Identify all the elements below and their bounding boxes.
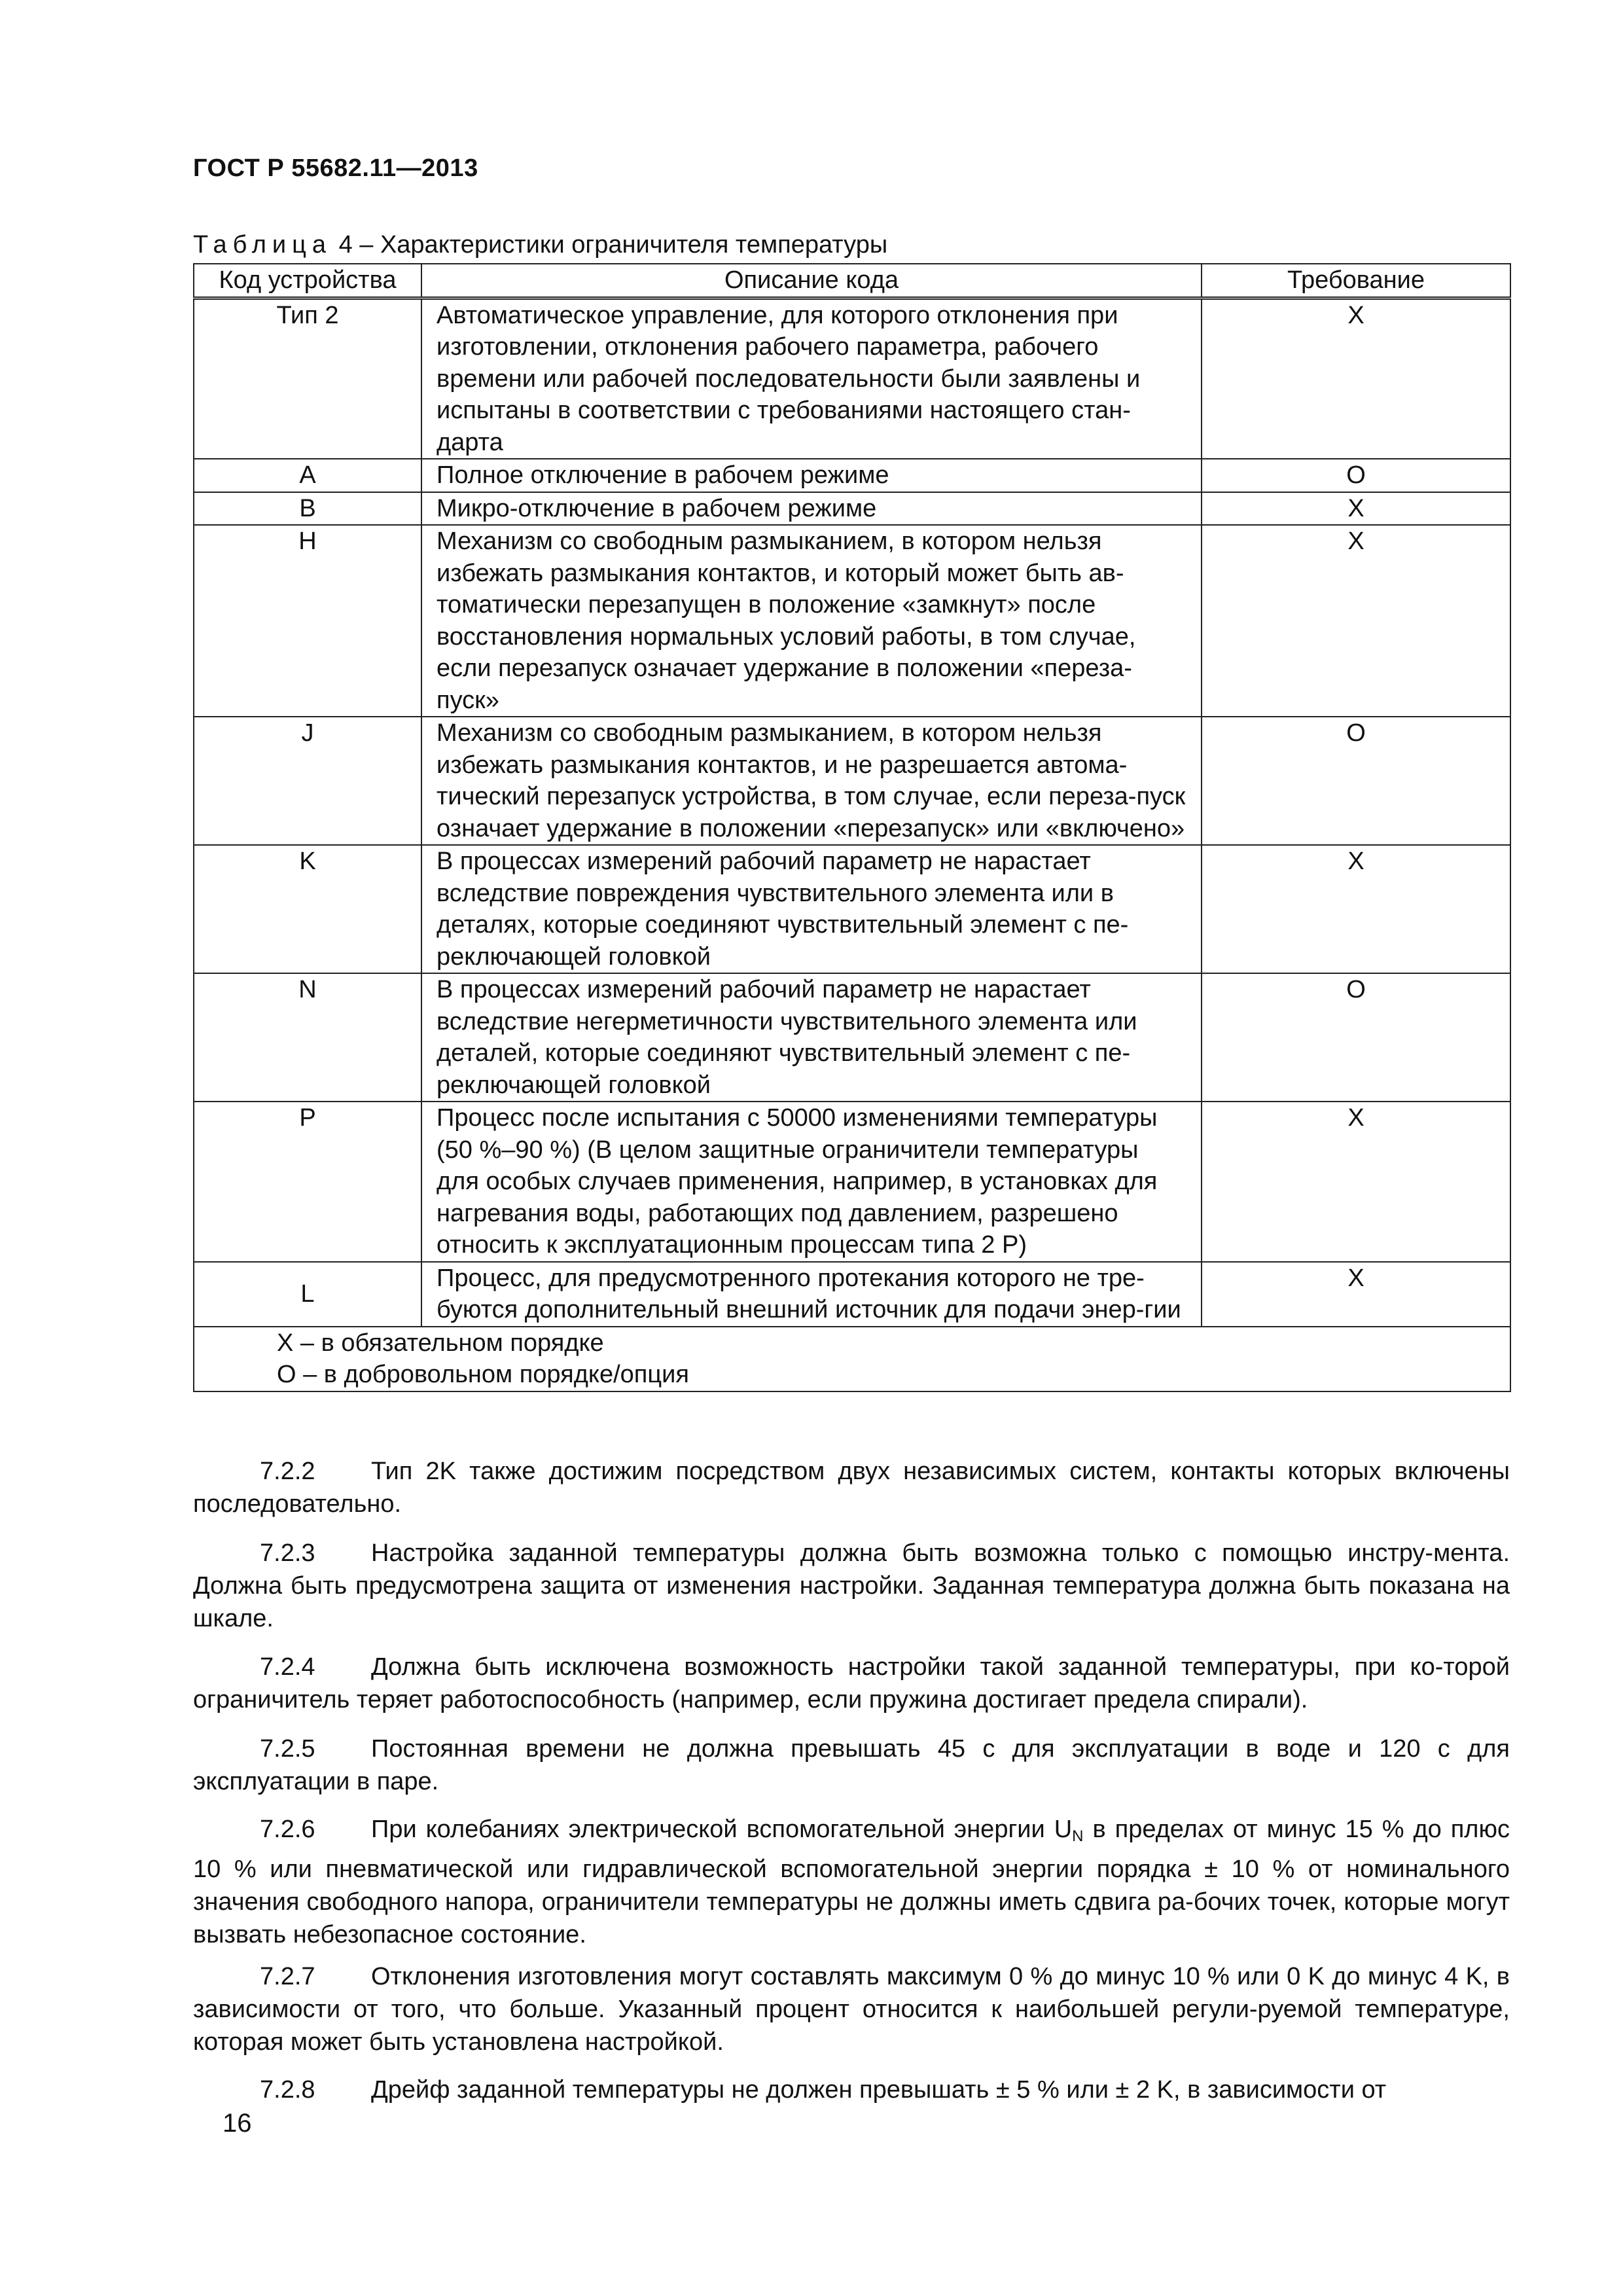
row-description: Микро-отключение в рабочем режиме bbox=[421, 492, 1202, 526]
table-row bbox=[194, 298, 1510, 459]
clause-text: Должна быть исключена возможность настройки такой заданной температуры, при ко-торой ограничитель теряет работоспособность (например, если пружина достигает предела спирали). bbox=[193, 1653, 1510, 1713]
clause-number: 7.2.3 bbox=[260, 1539, 315, 1567]
table-row bbox=[194, 717, 1510, 845]
row-code: P bbox=[194, 1102, 421, 1262]
row-code: L bbox=[194, 1262, 421, 1327]
row-code: H bbox=[194, 525, 421, 717]
row-requirement: X bbox=[1202, 492, 1510, 526]
paragraph-7-2-8 bbox=[193, 2073, 1510, 2106]
header-code: Код устройства bbox=[194, 264, 421, 298]
paragraph-7-2-6 bbox=[193, 1813, 1510, 1951]
note-mandatory: X – в обязательном порядке bbox=[277, 1329, 604, 1357]
clause-text-part: в пределах от минус 15 % до плюс 10 % или пневматической или гидравлической вспомогательной энергии порядка ± 10 % от номинального значения свободного напора, ограничители температуры не должны иметь сдвига ра-бочих точек, которые могут вызвать небезопасное состояние. bbox=[193, 1816, 1510, 1948]
characteristics-table bbox=[193, 263, 1511, 1392]
header-requirement: Требование bbox=[1202, 264, 1510, 298]
table-row bbox=[194, 492, 1510, 526]
row-requirement: X bbox=[1202, 1262, 1510, 1327]
table-row bbox=[194, 1262, 1510, 1327]
row-code: A bbox=[194, 459, 421, 492]
clause-text: Отклонения изготовления могут составлять максимум 0 % до минус 10 % или 0 K до минус 4 K, в зависимости от того, что больше. Указанный процент относится к наибольшей регули-руемой температуре, которая может быть установлена настройкой. bbox=[193, 1963, 1510, 2056]
clause-number: 7.2.4 bbox=[260, 1653, 315, 1681]
clause-text: Тип 2K также достижим посредством двух независимых систем, контакты которых включены последовательно. bbox=[193, 1458, 1510, 1518]
row-requirement: X bbox=[1202, 525, 1510, 717]
row-code: Тип 2 bbox=[194, 298, 421, 459]
table-caption-prefix: Таблица bbox=[193, 231, 332, 259]
row-description: Полное отключение в рабочем режиме bbox=[421, 459, 1202, 492]
row-requirement: O bbox=[1202, 973, 1510, 1102]
row-description: В процессах измерений рабочий параметр не нарастает вследствие негерметичности чувствительного элемента или деталей, которые соединяют чувствительный элемент с пе-реключающей головкой bbox=[421, 973, 1202, 1102]
clause-number: 7.2.8 bbox=[260, 2076, 315, 2104]
table-row bbox=[194, 1102, 1510, 1262]
paragraph-7-2-5 bbox=[193, 1732, 1510, 1798]
header-description: Описание кода bbox=[421, 264, 1202, 298]
row-code: J bbox=[194, 717, 421, 845]
row-requirement: O bbox=[1202, 717, 1510, 845]
clause-number: 7.2.6 bbox=[260, 1816, 315, 1843]
clause-text-part: При колебаниях электрической вспомогательной энергии U bbox=[371, 1816, 1073, 1843]
table-row bbox=[194, 973, 1510, 1102]
row-code: B bbox=[194, 492, 421, 526]
clause-number: 7.2.2 bbox=[260, 1458, 315, 1485]
clause-text: Постоянная времени не должна превышать 45 с для эксплуатации в воде и 120 с для эксплуатации в паре. bbox=[193, 1735, 1510, 1795]
table-row bbox=[194, 525, 1510, 717]
row-requirement: X bbox=[1202, 298, 1510, 459]
paragraph-7-2-2 bbox=[193, 1455, 1510, 1520]
row-requirement: O bbox=[1202, 459, 1510, 492]
note-optional: O – в добровольном порядке/опция bbox=[277, 1361, 689, 1388]
row-description: Механизм со свободным размыканием, в котором нельзя избежать размыкания контактов, и не разрешается автома-тический перезапуск устройства, в том случае, если переза-пуск означает удержание в положении «перезапуск» или «включено» bbox=[421, 717, 1202, 845]
clause-number: 7.2.7 bbox=[260, 1963, 315, 1990]
clause-text: Дрейф заданной температуры не должен превышать ± 5 % или ± 2 K, в зависимости от bbox=[371, 2076, 1387, 2104]
table-row bbox=[194, 459, 1510, 492]
table-caption-text: 4 – Характеристики ограничителя температуры bbox=[338, 231, 888, 259]
clause-text: Настройка заданной температуры должна быть возможна только с помощью инстру-мента. Должна быть предусмотрена защита от изменения настройки. Заданная температура должна быть показана на шкале. bbox=[193, 1539, 1510, 1632]
paragraph-7-2-3 bbox=[193, 1537, 1510, 1635]
paragraph-7-2-4 bbox=[193, 1651, 1510, 1716]
row-requirement: X bbox=[1202, 1102, 1510, 1262]
clause-number: 7.2.5 bbox=[260, 1735, 315, 1763]
table-caption bbox=[193, 231, 887, 259]
table-notes bbox=[194, 1327, 1510, 1391]
subscript-n: N bbox=[1072, 1827, 1084, 1845]
row-description: Процесс, для предусмотренного протекания которого не тре-буются дополнительный внешний источник для подачи энер-гии bbox=[421, 1262, 1202, 1327]
document-header: ГОСТ Р 55682.11—2013 bbox=[193, 154, 478, 182]
row-description: В процессах измерений рабочий параметр не нарастает вследствие повреждения чувствительного элемента или в деталях, которые соединяют чувствительный элемент с пе-реключающей головкой bbox=[421, 845, 1202, 973]
row-requirement: X bbox=[1202, 845, 1510, 973]
row-description: Процесс после испытания с 50000 изменениями температуры (50 %–90 %) (В целом защитные ограничители температуры для особых случаев применения, например, в установках для нагревания воды, работающих под давлением, разрешено относить к эксплуатационным процессам типа 2 P) bbox=[421, 1102, 1202, 1262]
page-number: 16 bbox=[223, 2109, 252, 2138]
row-description: Автоматическое управление, для которого отклонения при изготовлении, отклонения рабочего параметра, рабочего времени или рабочей последовательности были заявлены и испытаны в соответствии с требованиями настоящего стан-дарта bbox=[421, 298, 1202, 459]
table-header-row bbox=[194, 264, 1510, 298]
paragraph-7-2-7 bbox=[193, 1960, 1510, 2058]
row-code: K bbox=[194, 845, 421, 973]
table-row bbox=[194, 845, 1510, 973]
table-notes-row bbox=[194, 1327, 1510, 1391]
row-description: Механизм со свободным размыканием, в котором нельзя избежать размыкания контактов, и который может быть ав-томатически перезапущен в положение «замкнут» после восстановления нормальных условий работы, в том случае, если перезапуск означает удержание в положении «переза-пуск» bbox=[421, 525, 1202, 717]
row-code: N bbox=[194, 973, 421, 1102]
